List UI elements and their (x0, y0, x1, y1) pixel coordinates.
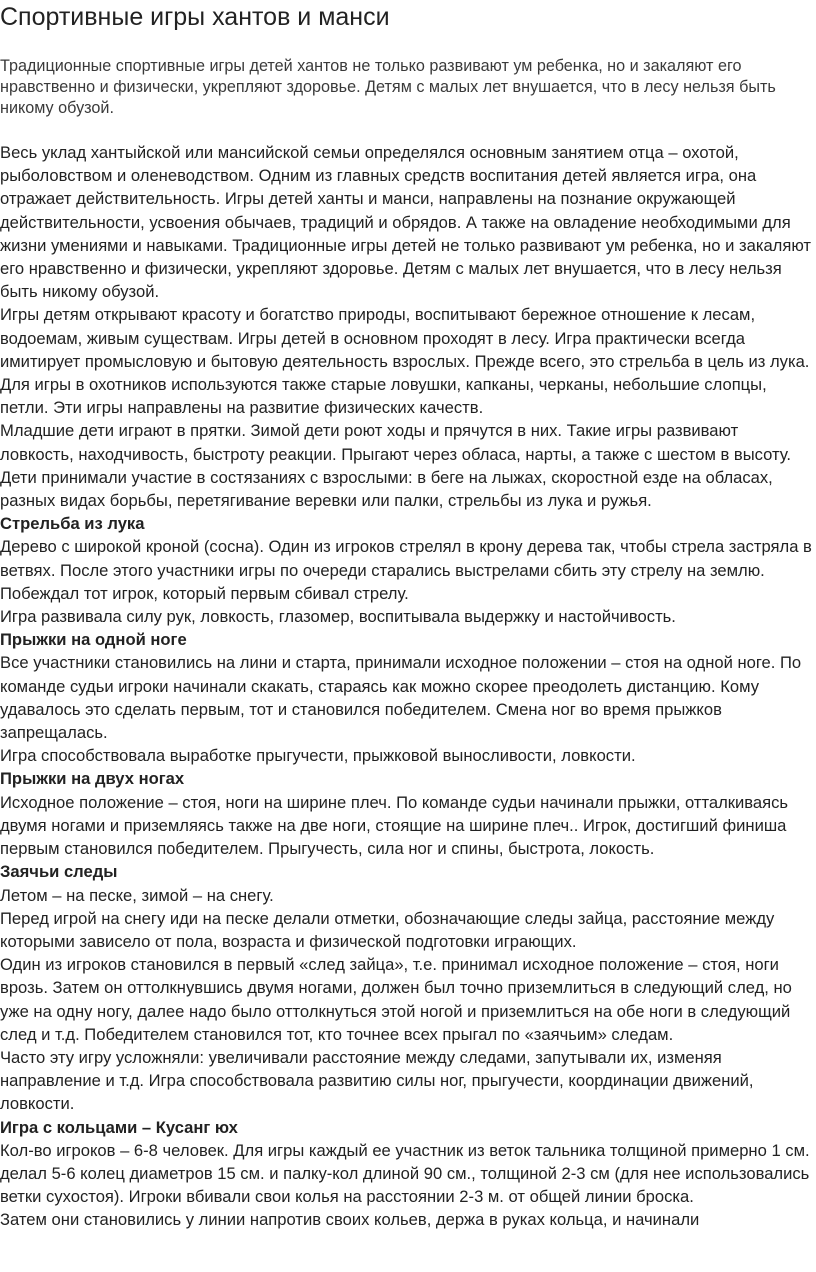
section-paragraph: Игра развивала силу рук, ловкость, глазомер, воспитывала выдержку и настойчивость. (0, 607, 676, 627)
section-heading-archery: Стрельба из лука (0, 514, 145, 534)
section-paragraph: Один из игроков становился в первый «след зайца», т.е. принимал исходное положение – стоя, ноги врозь. Затем он оттолкнувшись двумя ногами, должен был точно приземлиться в следующий след, но уже на одну ногу, далее надо было оттолкнуться этой ногой и приземлиться на обе ноги в следующий след и т.д. Победителем становился тот, кто точнее всех прыгал по «заячьим» следам. (0, 955, 792, 1044)
section-heading-ring-game: Игра с кольцами – Кусанг юх (0, 1117, 238, 1137)
section-heading-two-leg-jumps: Прыжки на двух ногах (0, 769, 185, 789)
document-title: Спортивные игры хантов и манси (0, 3, 390, 31)
section-paragraph: Летом – на песке, зимой – на снегу. (0, 885, 274, 905)
section-heading-one-leg-jumps: Прыжки на одной ноге (0, 630, 187, 650)
section-paragraph: Дерево с широкой кроной (сосна). Один из игроков стрелял в крону дерева так, чтобы стрела застряла в ветвях. После этого участники игры по очереди старались выстрелами сбить эту стрелу на землю. Побеждал тот игрок, который первым сбивал стрелу. (0, 537, 812, 603)
body-paragraph: Игры детям открывают красоту и богатство природы, воспитывают бережное отношение к лесам, водоемам, живым существам. Игры детей в основном проходят в лесу. Игра практически всегда имитирует промысловую и бытовую деятельность взрослых. Прежде всего, это стрельба в цель из лука. Для игры в охотников используются также старые ловушки, капканы, черканы, небольшие слопцы, петли. Эти игры направлены на развитие физических качеств. (0, 305, 810, 418)
section-paragraph: Игра способствовала выработке прыгучести, прыжковой выносливости, ловкости. (0, 746, 636, 766)
body-paragraph: Весь уклад хантыйской или мансийской семьи определялся основным занятием отца – охотой, рыболовством и оленеводством. Одним из главных средств воспитания детей является игра, она отражает действительность. Игры детей ханты и манси, направлены на познание окружающей действительности, усвоения обычаев, традиций и обрядов. А также на овладение необходимыми для жизни умениями и навыками. Традиционные игры детей не только развивают ум ребенка, но и закаляют его нравственно и физически, укрепляют здоровье. Детям с малых лет внушается, что в лесу нельзя быть никому обузой. (0, 143, 812, 302)
section-heading-hare-tracks: Заячьи следы (0, 862, 118, 882)
section-paragraph: Перед игрой на снегу иди на песке делали отметки, обозначающие следы зайца, расстояние между которыми зависело от пола, возраста и физической подготовки играющих. (0, 908, 775, 951)
section-paragraph: Часто эту игру усложняли: увеличивали расстояние между следами, запутывали их, изменяя направление и т.д. Игра способствовала развитию силы ног, прыгучести, координации движений, ловкости. (0, 1047, 754, 1114)
section-paragraph: Исходное положение – стоя, ноги на ширине плеч. По команде судьи начинали прыжки, отталкиваясь двумя ногами и приземляясь также на две ноги, стоящие на ширине плеч.. Игрок, достигший финиша первым становился победителем. Прыгучесть, сила ног и спины, быстрота, локость. (0, 792, 789, 859)
section-paragraph: Кол-во игроков – 6-8 человек. Для игры каждый ее участник из веток тальника толщиной примерно 1 см. делал 5-6 колец диаметров 15 см. и палку-кол длиной 90 см., толщиной 2-3 см (для нее использовались ветки сухостоя). Игроки вбивали свои колья на расстоянии 2-3 м. от общей линии броска. (0, 1140, 810, 1207)
body-paragraph: Младшие дети играют в прятки. Зимой дети роют ходы и прячутся в них. Такие игры развивают ловкость, находчивость, быстроту реакции. Прыгают через обласа, нарты, а также с шестом в высоту. Дети принимали участие в состязаниях с взрослыми: в беге на лыжах, скоростной езде на обласах, разных видах борьбы, перетягивание веревки или палки, стрельбы из лука и ружья. (0, 421, 792, 511)
section-paragraph: Все участники становились на лини и старта, принимали исходное положении – стоя на одной ноге. По команде судьи игроки начинали скакать, стараясь как можно скорее преодолеть дистанцию. Кому удавалось это сделать первым, тот и становился победителем. Смена ног во время прыжков запрещалась. (0, 653, 802, 743)
intro-paragraph: Традиционные спортивные игры детей хантов не только развивают ум ребенка, но и закаляют его нравственно и физически, укрепляют здоровье. Детям с малых лет внушается, что в лесу нельзя быть никому обузой. (0, 57, 776, 117)
article-body (0, 141, 812, 1232)
section-paragraph: Затем они становились у линии напротив своих кольев, держа в руках кольца, и начинали (0, 1210, 700, 1230)
